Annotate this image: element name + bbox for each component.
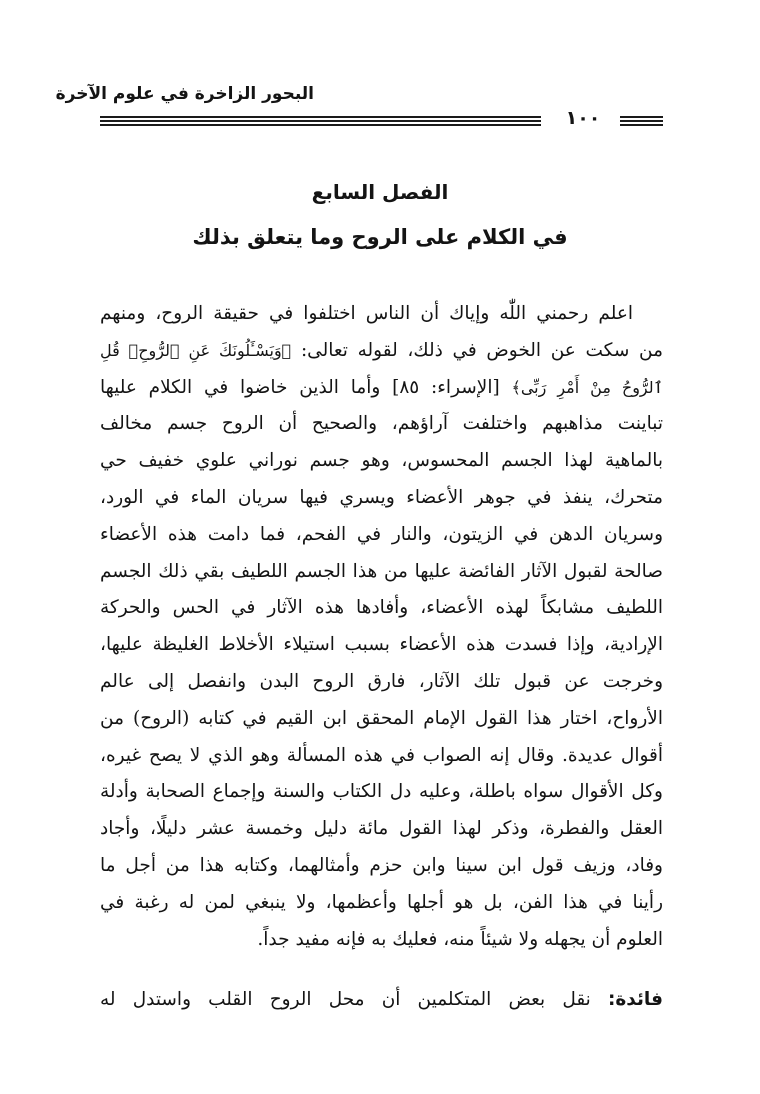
text-line: الإرادية، وإذا فسدت هذه الأعضاء بسبب استيلاء الأخلاط الغليظة عليها، [100,634,663,656]
header-rule-right [620,116,663,128]
note-text: نقل بعض المتكلمين أن محل الروح القلب واستدل له [100,989,608,1010]
chapter-subtitle: في الكلام على الروح وما يتعلق بذلك [192,225,568,249]
text-line: وسريان الدهن في الزيتون، والنار في الفحم، فما دامت هذه الأعضاء [100,523,663,545]
quran-verse: ﴿وَيَسْـَٔلُونَكَ عَنِ ٱلرُّوحِۖ قُلِ [100,340,292,360]
text-line [100,370,663,407]
text-line: العلوم أن يجهله ولا شيئاً منه، فعليك به فإنه مفيد جداً. [257,928,663,950]
running-header-title: البحور الزاخرة في علوم الآخرة [55,84,314,104]
chapter-title: الفصل السابع [311,180,449,204]
text-line: العقل والفطرة، وذكر لهذا القول مائة دليل وخمسة عشر دليلًا، وأجاد [100,818,663,840]
text-line: الأرواح، اختار هذا القول الإمام المحقق ابن القيم في كتابه (الروح) من [100,707,663,729]
page-number: ١٠٠ [565,107,601,129]
body-paragraph [100,296,663,958]
benefit-note [100,982,663,1018]
text-line: اللطيف مشابكاً لهذه الأعضاء، وأفادها هذه الآثار في الحس والحركة [100,597,663,619]
quran-verse: ٱلرُّوحُ مِنْ أَمْرِ رَبِّى﴾ [511,377,663,397]
text-line: تباينت مذاهبهم واختلفت آراؤهم، والصحيح أن الروح جسم مخالف [100,413,663,435]
note-label: فائدة: [607,989,663,1010]
text-line: رأينا في هذا الفن، بل هو أجلها وأعظمها، ولا ينبغي لمن له رغبة في [100,891,663,913]
text-line [100,333,663,370]
text-line: صالحة لقبول الآثار الفائضة عليها من هذا الجسم اللطيف بقي ذلك الجسم [100,560,663,582]
text-line: وخرجت عن قبول تلك الآثار، فارق الروح البدن وانفصل إلى عالم [100,670,663,692]
header-rule-left [100,116,541,128]
text-span: من سكت عن الخوض في ذلك، لقوله تعالى: [291,339,663,361]
text-line: وفاد، وزيف قول ابن سينا وابن حزم وأمثالهما، وكتابه هذا من أجل ما [100,854,663,876]
text-line: اعلم رحمني اللّٰه وإياك أن الناس اختلفوا في حقيقة الروح، ومنهم [100,303,633,324]
text-line: أقوال عديدة. وقال إنه الصواب في هذه المسألة وهو الذي لا يصح غيره، [100,744,663,766]
text-line: وكل الأقوال سواه باطلة، وعليه دل الكتاب والسنة وإجماع الصحابة وأدلة [100,781,663,803]
text-span: [الإسراء: ٨٥] وأما الذين خاضوا في الكلام عليها [100,376,512,398]
text-line: بالماهية لهذا الجسم المحسوس، وهو جسم نوراني علوي خفيف حي [100,450,663,472]
text-line: متحرك، ينفذ في جوهر الأعضاء ويسري فيها سريان الماء في الورد، [100,486,663,508]
